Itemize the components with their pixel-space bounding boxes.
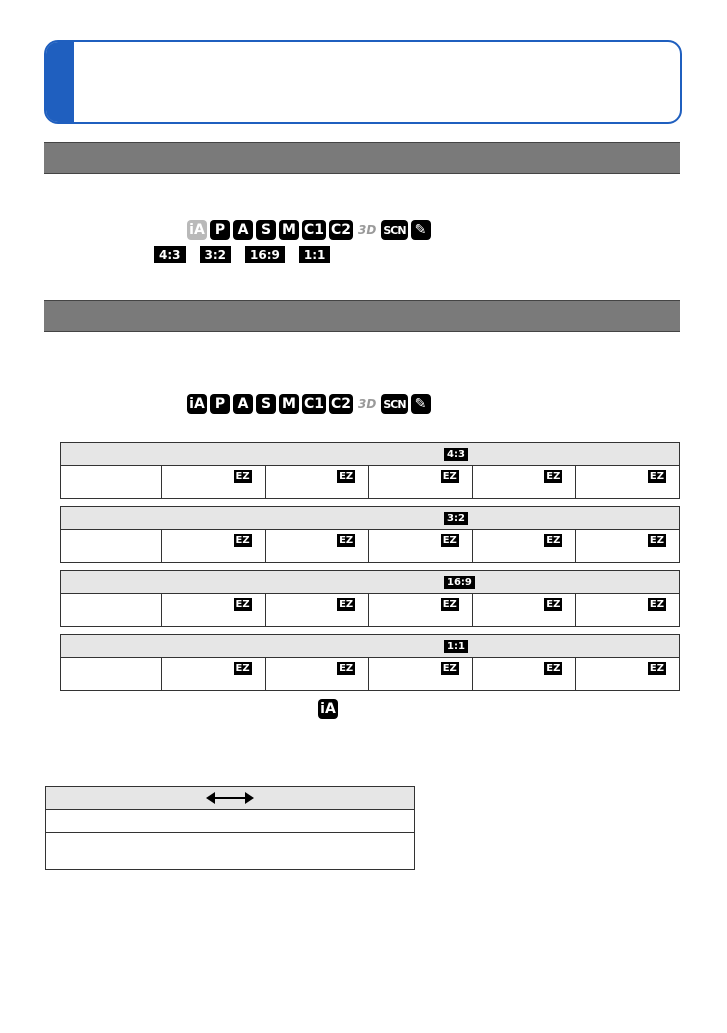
size-table-row: [61, 594, 679, 626]
size-cell: [162, 466, 266, 498]
extended-zoom-icon: EZ: [339, 663, 354, 674]
row-label-cell: [61, 466, 162, 498]
size-cell: [266, 466, 370, 498]
size-cell: [576, 466, 679, 498]
recording-modes-row-2: [187, 394, 431, 414]
recording-modes-row-1: [187, 220, 431, 240]
custom2-mode-icon: C2: [331, 396, 352, 412]
size-cell: [576, 530, 679, 562]
size-table-row: [61, 658, 679, 690]
size-cell: [473, 594, 577, 626]
extended-zoom-icon: EZ: [649, 471, 664, 482]
size-table: [60, 506, 680, 563]
extended-zoom-icon: EZ: [235, 599, 250, 610]
extended-zoom-icon: EZ: [649, 599, 664, 610]
setting-table-row: [46, 810, 414, 833]
extended-zoom-icon: EZ: [546, 535, 561, 546]
size-cell: [473, 466, 577, 498]
size-table-header: [61, 507, 679, 530]
size-cell: [369, 658, 473, 690]
size-table-header: [61, 443, 679, 466]
extended-zoom-icon: EZ: [649, 663, 664, 674]
extended-zoom-icon: EZ: [546, 471, 561, 482]
aspect-ratio-icon: 3:2: [444, 512, 468, 525]
setting-table-header: [46, 787, 414, 810]
aspect-ratio-options: [154, 246, 330, 263]
size-cell: [473, 530, 577, 562]
custom1-mode-icon: C1: [304, 396, 325, 412]
manual-mode-icon: M: [279, 394, 299, 414]
aspect-ratio-icon: 1:1: [299, 246, 331, 263]
program-mode-icon: P: [210, 394, 230, 414]
extended-zoom-icon: EZ: [235, 535, 250, 546]
size-table-header: [61, 635, 679, 658]
aspect-ratio-icon: 16:9: [444, 576, 475, 589]
aperture-priority-mode-icon: A: [233, 394, 253, 414]
size-cell: [576, 594, 679, 626]
intelligent-auto-mode-icon: iA: [187, 220, 207, 240]
aspect-ratio-icon: 4:3: [444, 448, 468, 461]
extended-zoom-icon: EZ: [442, 535, 457, 546]
scene-mode-icon: SCN: [381, 394, 407, 414]
aspect-ratio-icon: 16:9: [245, 246, 285, 263]
shutter-priority-mode-icon: S: [256, 220, 276, 240]
aperture-priority-mode-icon: A: [233, 220, 253, 240]
extended-zoom-icon: EZ: [442, 599, 457, 610]
size-table-row: [61, 530, 679, 562]
row-label-cell: [61, 530, 162, 562]
size-table: [60, 570, 680, 627]
extended-zoom-icon: EZ: [546, 663, 561, 674]
chapter-header-box: [44, 40, 682, 124]
intelligent-auto-mode-icon: iA: [318, 699, 338, 719]
size-cell: [576, 658, 679, 690]
size-cell: [266, 594, 370, 626]
aspect-ratio-icon: 1:1: [444, 640, 468, 653]
extended-zoom-icon: EZ: [546, 599, 561, 610]
size-cell: [162, 658, 266, 690]
extended-zoom-icon: EZ: [339, 471, 354, 482]
size-cell: [266, 658, 370, 690]
section-bar-picture-size: [44, 300, 680, 332]
size-table-row: [61, 466, 679, 498]
extended-zoom-icon: EZ: [339, 599, 354, 610]
size-table: [60, 634, 680, 691]
3d-mode-icon: 3D: [358, 223, 377, 237]
intelligent-auto-mode-icon: iA: [187, 394, 207, 414]
size-cell: [369, 530, 473, 562]
setting-table-row: [46, 833, 414, 869]
size-cell: [473, 658, 577, 690]
size-cell: [369, 466, 473, 498]
size-cell: [162, 530, 266, 562]
extended-zoom-icon: EZ: [235, 471, 250, 482]
aspect-ratio-icon: 3:2: [200, 246, 232, 263]
3d-mode-icon: 3D: [358, 397, 377, 411]
creative-mode-icon: ✎: [411, 394, 431, 414]
program-mode-icon: P: [210, 220, 230, 240]
custom2-mode-icon: C2: [331, 222, 352, 238]
size-table-header: [61, 571, 679, 594]
shutter-priority-mode-icon: S: [256, 394, 276, 414]
extended-zoom-icon: EZ: [339, 535, 354, 546]
row-label-cell: [61, 594, 162, 626]
double-arrow-icon: [206, 791, 254, 805]
custom1-mode-icon: C1: [304, 222, 325, 238]
section-bar-aspect-ratio: [44, 142, 680, 174]
extended-zoom-icon: EZ: [442, 663, 457, 674]
creative-mode-icon: ✎: [411, 220, 431, 240]
extended-zoom-icon: EZ: [235, 663, 250, 674]
row-label-cell: [61, 658, 162, 690]
size-cell: [162, 594, 266, 626]
aspect-ratio-icon: 4:3: [154, 246, 186, 263]
extended-zoom-icon: EZ: [649, 535, 664, 546]
size-cell: [266, 530, 370, 562]
header-accent-bar: [46, 42, 74, 122]
size-cell: [369, 594, 473, 626]
size-table: [60, 442, 680, 499]
extended-zoom-icon: EZ: [442, 471, 457, 482]
manual-mode-icon: M: [279, 220, 299, 240]
setting-table: [45, 786, 415, 870]
scene-mode-icon: SCN: [381, 220, 407, 240]
